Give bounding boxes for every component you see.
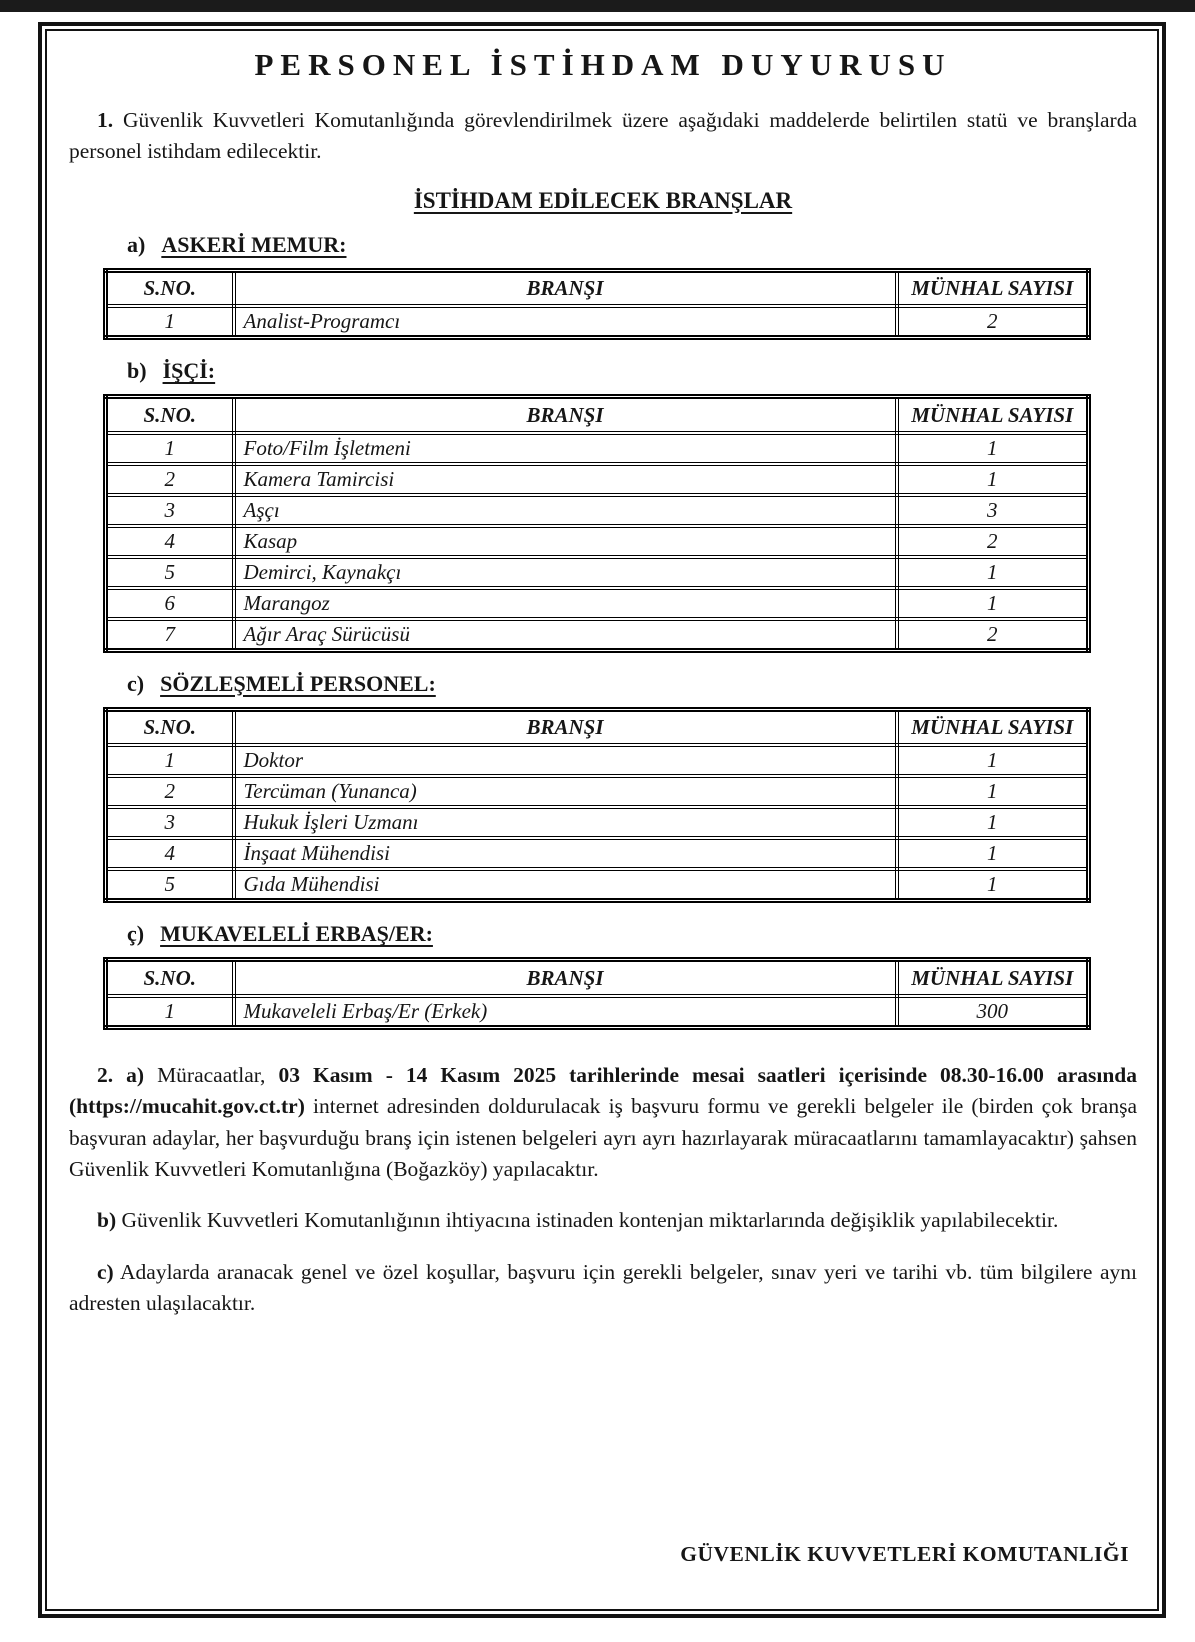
paragraph-2a-dates-url: 03 Kasım - 14 Kasım 2025 tarihlerinde mesai saatleri içerisinde 08.30-16.00 arasında (https://mucahit.gov.ct.tr): [69, 1062, 1137, 1119]
table-row: [106, 869, 1089, 901]
cell-brans: Marangoz: [234, 588, 897, 619]
cell-munhal: 1: [897, 433, 1089, 464]
table-row: [106, 838, 1089, 869]
cell-brans: Kasap: [234, 526, 897, 557]
table-row: [106, 619, 1089, 651]
cell-brans: Kamera Tamircisi: [234, 464, 897, 495]
cell-munhal: 1: [897, 557, 1089, 588]
table-row: [106, 557, 1089, 588]
sozlesmeli-personel-table: [103, 707, 1091, 904]
section-b-label: İŞÇİ:: [162, 358, 216, 384]
col-header-munhal: MÜNHAL SAYISI: [897, 960, 1089, 996]
cell-munhal: 3: [897, 495, 1089, 526]
table-row: [106, 526, 1089, 557]
paragraph-2c-label: c): [97, 1259, 114, 1284]
cell-munhal: 2: [897, 619, 1089, 651]
table-header-row: [106, 270, 1089, 306]
cell-brans: Foto/Film İşletmeni: [234, 433, 897, 464]
cell-munhal: 1: [897, 464, 1089, 495]
paragraph-2c-text: Adaylarda aranacak genel ve özel koşullar, başvuru için gerekli belgeler, sınav yeri ve tarihi vb. tüm bilgilere aynı adresten ulaşılacaktır.: [69, 1259, 1137, 1315]
cell-brans: İnşaat Mühendisi: [234, 838, 897, 869]
intro-text: Güvenlik Kuvvetleri Komutanlığında görevlendirilmek üzere aşağıdaki maddelerde belirtilen statü ve branşlarda personel istihdam edilecektir.: [69, 108, 1137, 164]
table-row: [106, 588, 1089, 619]
col-header-sno: S.NO.: [106, 709, 234, 745]
cell-brans: Hukuk İşleri Uzmanı: [234, 807, 897, 838]
cell-munhal: 2: [897, 306, 1089, 338]
scan-top-bar: [0, 0, 1195, 12]
table-header-row: [106, 960, 1089, 996]
cell-munhal: 1: [897, 776, 1089, 807]
table-row: [106, 306, 1089, 338]
col-header-brans: BRANŞI: [234, 397, 897, 433]
cell-sno: 4: [106, 838, 234, 869]
cell-brans: Demirci, Kaynakçı: [234, 557, 897, 588]
section-b-letter: b): [127, 358, 147, 384]
mukaveleli-erbas-er-table: [103, 957, 1091, 1030]
cell-sno: 6: [106, 588, 234, 619]
section-a-letter: a): [127, 231, 146, 257]
intro-number: 1.: [97, 108, 114, 132]
cell-munhal: 1: [897, 869, 1089, 901]
requirements-paragraph: [69, 1257, 1137, 1320]
cell-sno: 2: [106, 464, 234, 495]
paragraph-2b-label: b): [97, 1208, 117, 1233]
cell-brans: Ağır Araç Sürücüsü: [234, 619, 897, 651]
col-header-sno: S.NO.: [106, 397, 234, 433]
cell-sno: 1: [106, 996, 234, 1028]
cell-munhal: 1: [897, 588, 1089, 619]
section-c-heading: [127, 671, 1137, 697]
cell-sno: 1: [106, 745, 234, 776]
cell-sno: 4: [106, 526, 234, 557]
signature-line: GÜVENLİK KUVVETLERİ KOMUTANLIĞI: [680, 1542, 1129, 1566]
col-header-sno: S.NO.: [106, 960, 234, 996]
col-header-sno: S.NO.: [106, 270, 234, 306]
section-cc-letter: ç): [127, 921, 145, 947]
section-cc-label: MUKAVELELİ ERBAŞ/ER:: [160, 921, 433, 947]
cell-brans: Mukaveleli Erbaş/Er (Erkek): [234, 996, 897, 1028]
paragraph-2a-label: 2. a): [97, 1062, 145, 1087]
table-row: [106, 996, 1089, 1028]
table-row: [106, 495, 1089, 526]
cell-munhal: 2: [897, 526, 1089, 557]
col-header-munhal: MÜNHAL SAYISI: [897, 270, 1089, 306]
section-c-letter: c): [127, 670, 145, 696]
table-row: [106, 807, 1089, 838]
cell-brans: Tercüman (Yunanca): [234, 776, 897, 807]
page-border-frame: [38, 22, 1166, 1618]
col-header-munhal: MÜNHAL SAYISI: [897, 397, 1089, 433]
cell-sno: 5: [106, 557, 234, 588]
quota-change-paragraph: [69, 1205, 1137, 1236]
section-a-heading: [127, 232, 1137, 258]
cell-sno: 3: [106, 807, 234, 838]
cell-sno: 5: [106, 869, 234, 901]
cell-brans: Doktor: [234, 745, 897, 776]
intro-paragraph: [69, 105, 1137, 168]
paragraph-2a-plain-2: internet adresinden doldurulacak iş başvuru formu ve gerekli belgeler ile (birden çok branşa başvuran adaylar, her başvurduğu branş için istenen belgeleri ayrı ayrı hazırlayarak müracaatlarını tamamlayacaktır) şahsen Güvenlik Kuvvetleri Komutanlığına (Boğazköy) yapılacaktır.: [69, 1094, 1137, 1181]
document-page: [45, 29, 1159, 1611]
table-header-row: [106, 397, 1089, 433]
section-b-heading: [127, 358, 1137, 384]
table-row: [106, 433, 1089, 464]
paragraph-2a-plain-1: Müracaatlar,: [157, 1062, 266, 1087]
col-header-brans: BRANŞI: [234, 709, 897, 745]
table-row: [106, 745, 1089, 776]
cell-sno: 3: [106, 495, 234, 526]
table-header-row: [106, 709, 1089, 745]
cell-brans: Analist-Programcı: [234, 306, 897, 338]
paragraph-2b-text: Güvenlik Kuvvetleri Komutanlığının ihtiyacına istinaden kontenjan miktarlarında değişiklik yapılabilecektir.: [121, 1208, 1059, 1233]
cell-sno: 1: [106, 306, 234, 338]
cell-munhal: 1: [897, 838, 1089, 869]
cell-munhal: 300: [897, 996, 1089, 1028]
cell-brans: Gıda Mühendisi: [234, 869, 897, 901]
col-header-brans: BRANŞI: [234, 960, 897, 996]
section-a-label: ASKERİ MEMUR:: [161, 231, 347, 257]
cell-brans: Aşçı: [234, 495, 897, 526]
section-cc-heading: [127, 921, 1137, 947]
col-header-munhal: MÜNHAL SAYISI: [897, 709, 1089, 745]
col-header-brans: BRANŞI: [234, 270, 897, 306]
section-c-label: SÖZLEŞMELİ PERSONEL:: [160, 670, 436, 696]
cell-munhal: 1: [897, 807, 1089, 838]
page-title: PERSONEL İSTİHDAM DUYURUSU: [254, 47, 952, 82]
askeri-memur-table: [103, 268, 1091, 341]
branches-heading: İSTİHDAM EDİLECEK BRANŞLAR: [413, 187, 793, 213]
isci-table: [103, 394, 1091, 653]
cell-sno: 2: [106, 776, 234, 807]
cell-munhal: 1: [897, 745, 1089, 776]
table-row: [106, 776, 1089, 807]
application-paragraph: [69, 1060, 1137, 1186]
cell-sno: 7: [106, 619, 234, 651]
cell-sno: 1: [106, 433, 234, 464]
table-row: [106, 464, 1089, 495]
